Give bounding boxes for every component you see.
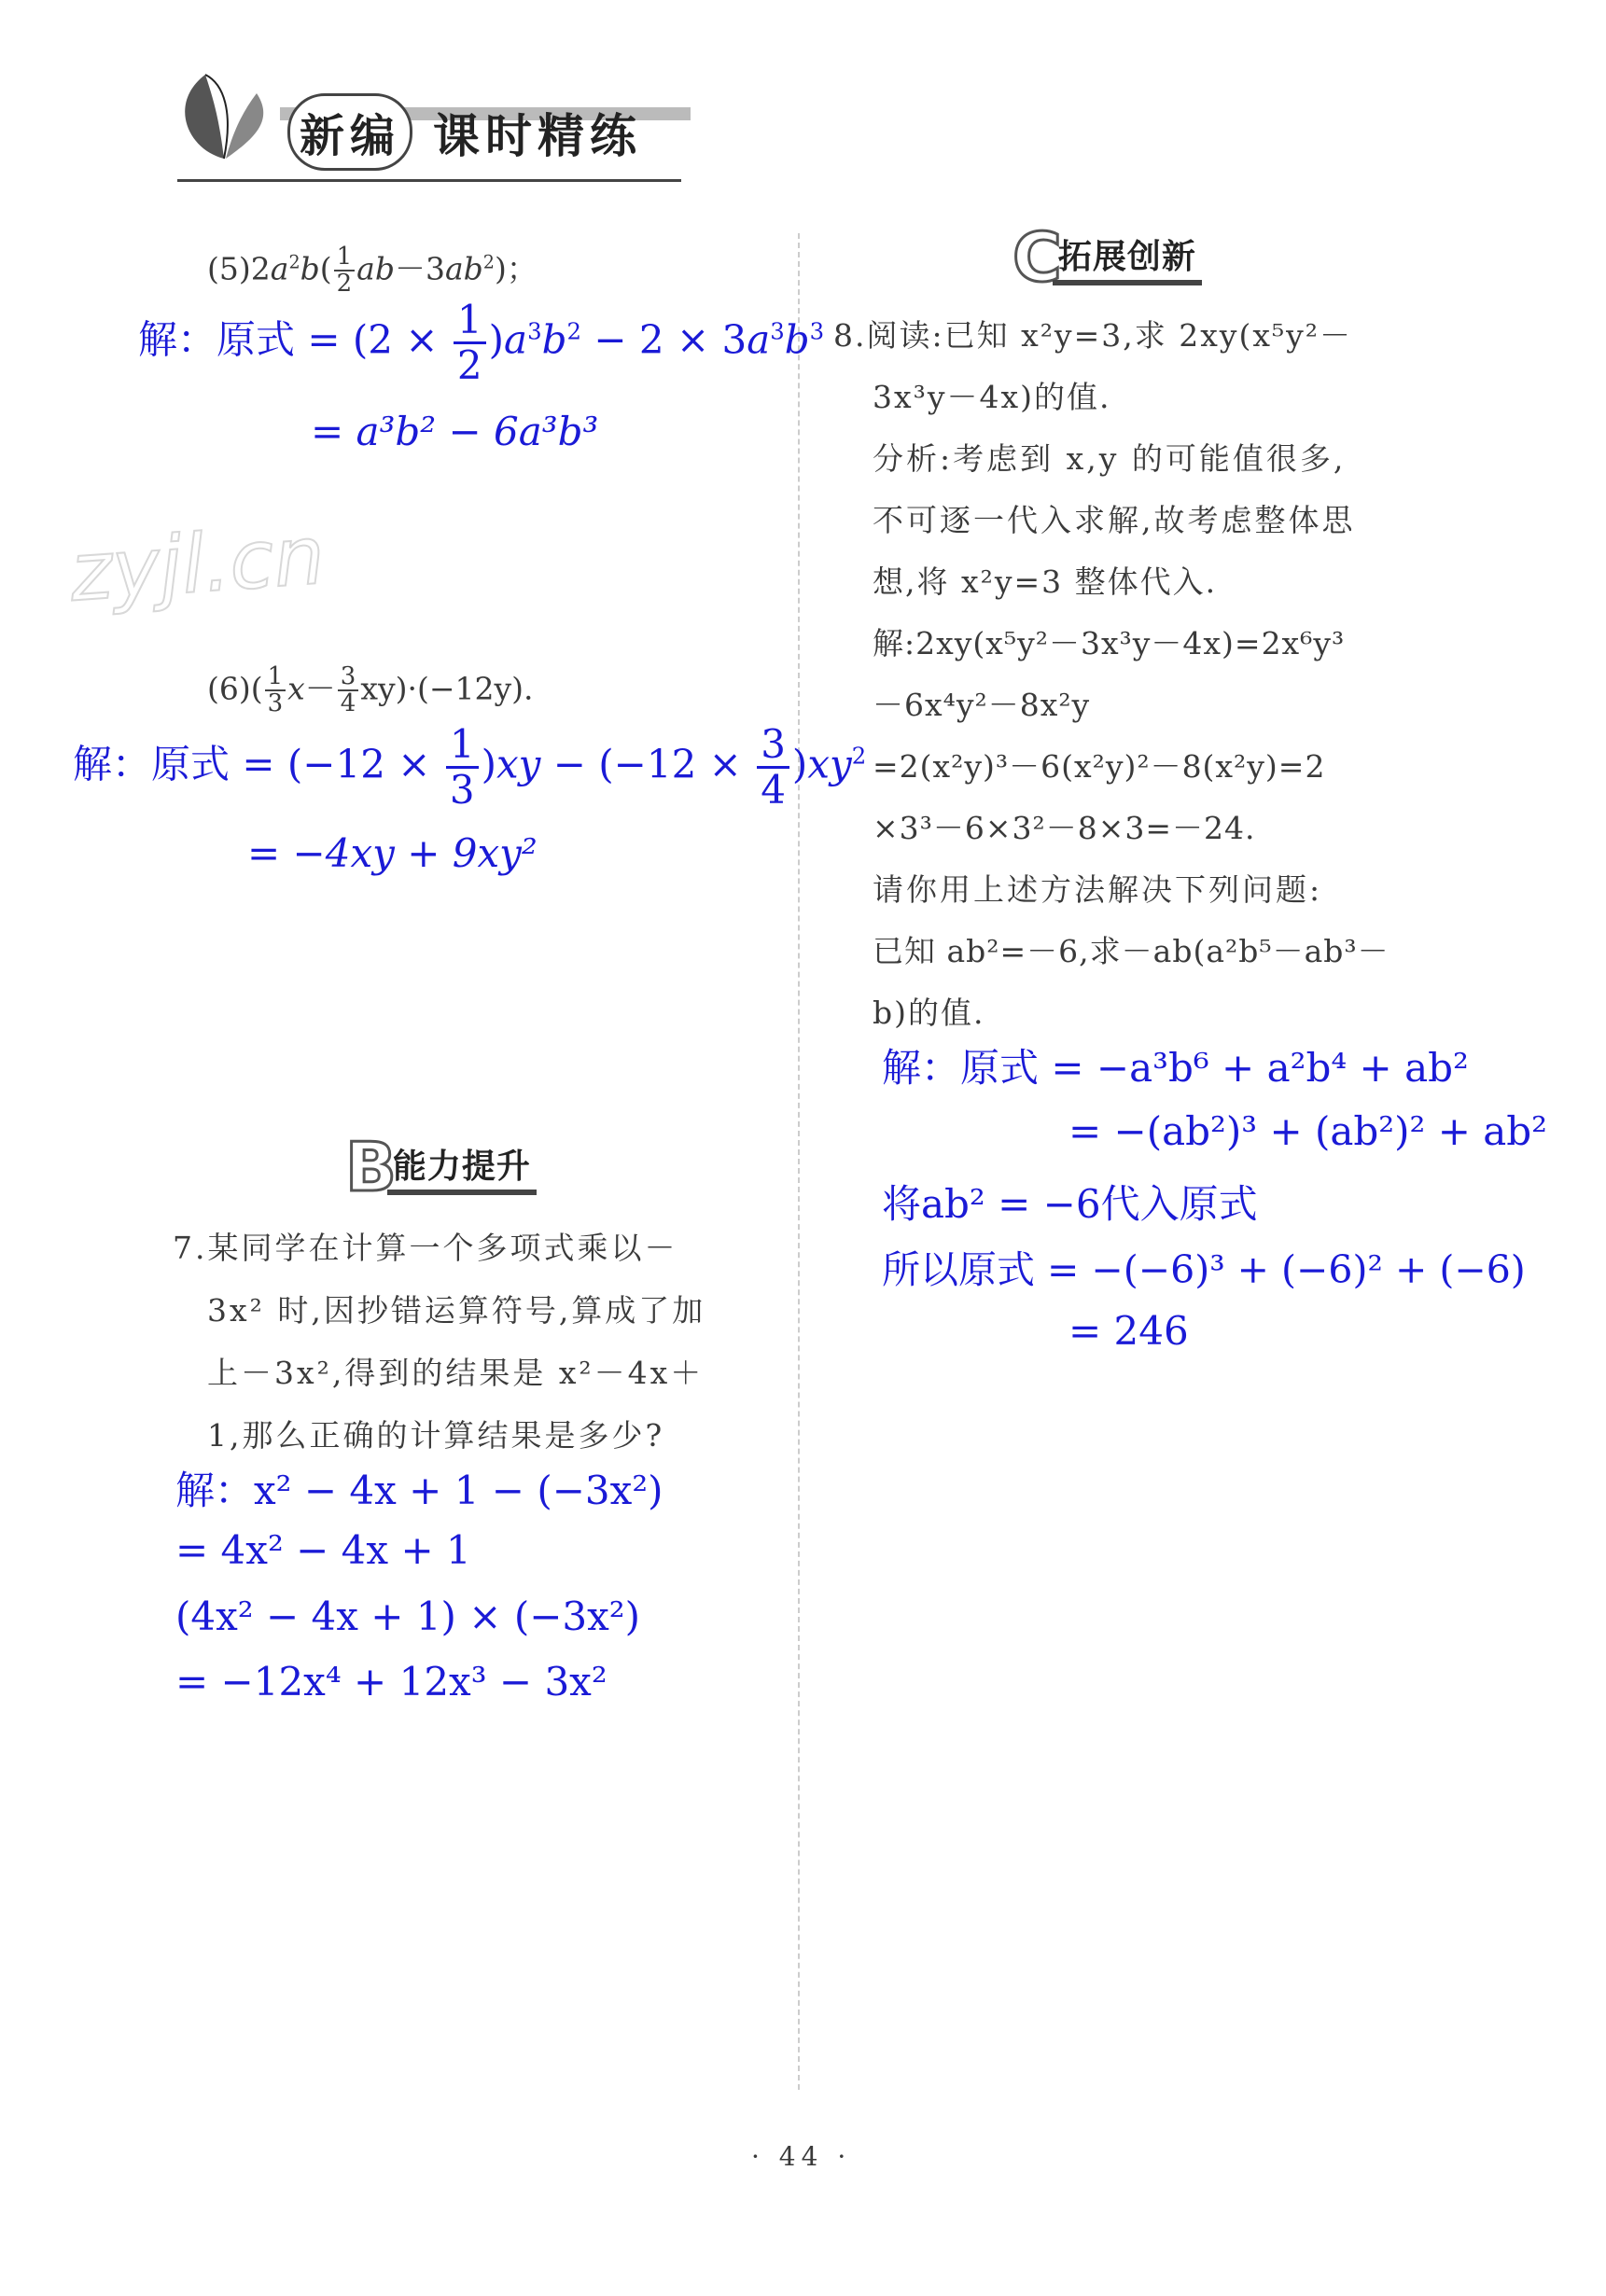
header [168, 56, 691, 196]
problem5-solution-line2: = a³b² − 6a³b³ [311, 409, 599, 454]
section-b-label: 能力提升 [387, 1140, 537, 1195]
problem8-line10: 请你用上述方法解决下列问题: [873, 871, 1323, 908]
problem8-line6: 解:2xy(x⁵y²－3x³y－4x)=2x⁶y³ [873, 625, 1346, 661]
problem8-line4: 不可逐一代入求解,故考虑整体思 [873, 502, 1356, 538]
header-title: 课时精练 [433, 108, 643, 163]
problem8-line8: =2(x²y)³－6(x²y)²－8(x²y)=2 [873, 748, 1326, 785]
problem8-solution-line1: 解：原式 = −a³b⁶ + a²b⁴ + ab² [882, 1045, 1469, 1091]
problem8-solution-line4: 所以原式 = −(−6)³ + (−6)² + (−6) [882, 1247, 1526, 1292]
problem8-line9: ×3³－6×3²－8×3=－24. [873, 810, 1256, 846]
page-number: · 44 · [751, 2141, 852, 2172]
section-c-label: 拓展创新 [1053, 230, 1202, 285]
problem8-line3: 分析:考虑到 x,y 的可能值很多, [873, 440, 1347, 477]
section-b-badge [345, 1128, 537, 1206]
header-title-circled: 新编 [287, 93, 412, 171]
problem8-line11: 已知 ab²=－6,求－ab(a²b⁵－ab³－ [873, 933, 1390, 969]
problem6-question: (6)( $\frac{1}{3}$ x－ $\frac{3}{4}$ xy)·(−12y). [207, 662, 534, 718]
problem7-line2: 3x² 时,因抄错运算符号,算成了加 [207, 1292, 706, 1329]
butterfly-icon [168, 65, 280, 177]
problem8-line2: 3x³y－4x)的值. [873, 379, 1111, 415]
section-c-badge [1012, 218, 1202, 297]
problem7-line1: 7.某同学在计算一个多项式乘以－ [173, 1230, 678, 1266]
column-divider [798, 233, 800, 2090]
problem8-solution-line3: 将ab² = −6代入原式 [882, 1181, 1258, 1227]
problem7-solution-line3: (4x² − 4x + 1) × (−3x²) [175, 1593, 641, 1639]
problem8-line1: 8.阅读:已知 x²y=3,求 2xy(x⁵y²－ [833, 317, 1353, 354]
problem7-solution-line4: = −12x⁴ + 12x³ − 3x² [175, 1659, 607, 1705]
problem6-solution-line2: = −4xy + 9xy² [247, 830, 538, 876]
problem8-solution-line2: = −(ab²)³ + (ab²)² + ab² [1068, 1108, 1548, 1154]
section-b-letter: B [345, 1128, 397, 1206]
problem5-question: $(5)2a^2b$( $\frac{1}{2}$ $ab-3ab^2$)； [207, 243, 538, 299]
problem5-solution-line1: 解：原式 = (2 × $\frac{1}{2}$ )$a^3b^2 - 2 \times 3a^3b^3$ [138, 297, 825, 389]
problem7-line3: 上－3x²,得到的结果是 x²－4x＋ [207, 1355, 705, 1391]
watermark: zyjl.cn [66, 508, 328, 620]
problem8-solution-line5: = 246 [1068, 1308, 1189, 1354]
problem7-solution-line1: 解：x² − 4x + 1 − (−3x²) [175, 1468, 663, 1513]
problem8-line12: b)的值. [873, 995, 985, 1031]
problem8-line7: －6x⁴y²－8x²y [873, 687, 1091, 723]
problem7-line4: 1,那么正确的计算结果是多少? [207, 1417, 665, 1454]
problem7-solution-line2: = 4x² − 4x + 1 [175, 1527, 471, 1573]
problem6-solution-line1: 解：原式 = (−12 × $\frac{1}{3}$ )xy − (−12 × $\frac{3}{4}$ )$xy^2$ [73, 721, 867, 814]
problem8-line5: 想,将 x²y=3 整体代入. [873, 564, 1218, 600]
section-c-letter: C [1012, 218, 1062, 297]
